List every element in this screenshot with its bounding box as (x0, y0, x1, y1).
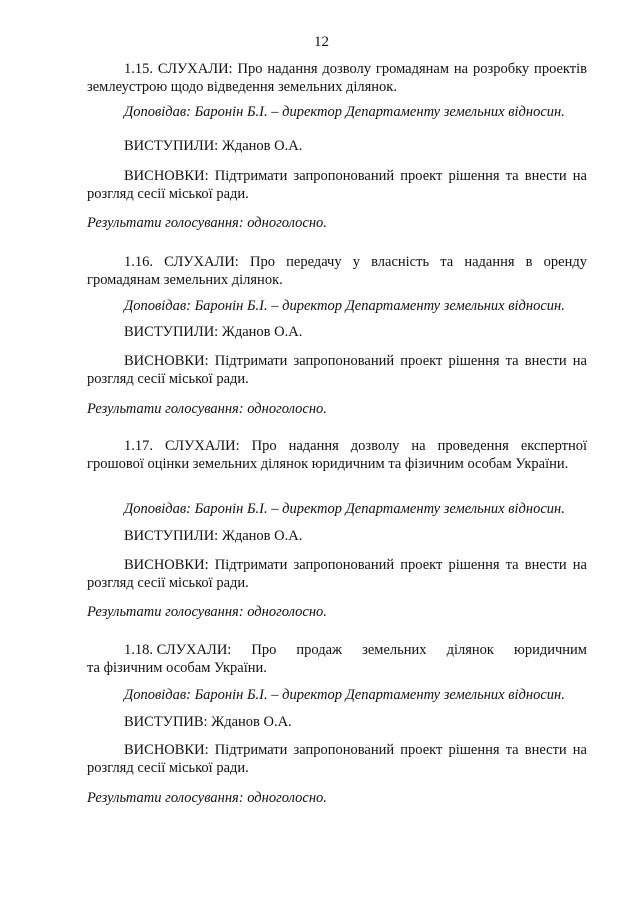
item-1-16-conclusion: ВИСНОВКИ: Підтримати запропонований проект рішення та внести на розгляд сесії міської ради. (87, 353, 587, 387)
item-1-15-speaker: Доповідав: Баронін Б.І. – директор Департаменту земельних відносин. (124, 104, 565, 120)
item-1-15-spoke: ВИСТУПИЛИ: Жданов О.А. (124, 138, 303, 154)
heard-text: Про надання дозволу на проведення експертної грошової оцінки земельних ділянок юридичним та фізичним особам України. (87, 438, 587, 472)
heard-word: продаж (296, 642, 343, 658)
heard-label: 1.15. СЛУХАЛИ: (124, 61, 233, 77)
item-1-15-result: Результати голосування: одноголосно. (87, 215, 327, 231)
heard-text: Про надання дозволу громадянам на розробку проектів землеустрою щодо відведення земельних ділянок. (87, 61, 587, 95)
item-1-18-result: Результати голосування: одноголосно. (87, 790, 327, 806)
heard-word: ділянок (446, 642, 494, 658)
heard-label: 1.17. СЛУХАЛИ: (124, 438, 240, 454)
item-1-17-speaker: Доповідав: Баронін Б.І. – директор Департаменту земельних відносин. (124, 501, 565, 517)
heard-word: юридичним (514, 642, 587, 658)
item-1-17-spoke: ВИСТУПИЛИ: Жданов О.А. (124, 528, 303, 544)
heard-line-2: та фізичним особам України. (87, 660, 267, 676)
item-1-18-speaker: Доповідав: Баронін Б.І. – директор Департаменту земельних відносин. (124, 687, 565, 703)
heard-word: Про (251, 642, 277, 658)
heard-text: Про передачу у власність та надання в оренду громадянам земельних ділянок. (87, 254, 587, 288)
item-1-17-conclusion: ВИСНОВКИ: Підтримати запропонований проект рішення та внести на розгляд сесії міської ради. (87, 557, 587, 591)
heard-word: земельних (362, 642, 427, 658)
item-1-16-result: Результати голосування: одноголосно. (87, 401, 327, 417)
item-1-18-conclusion: ВИСНОВКИ: Підтримати запропонований проект рішення та внести на розгляд сесії міської ради. (87, 742, 587, 776)
item-1-17-result: Результати голосування: одноголосно. (87, 604, 327, 620)
item-1-15-conclusion: ВИСНОВКИ: Підтримати запропонований проект рішення та внести на розгляд сесії міської ради. (87, 168, 587, 202)
item-1-16-heard (87, 253, 587, 289)
heard-label: 1.18. СЛУХАЛИ: (124, 642, 232, 658)
item-1-15-heard (87, 60, 587, 96)
item-1-18-heard (87, 641, 587, 677)
page-number: 12 (314, 34, 329, 50)
heard-line-1 (87, 641, 587, 659)
heard-label: 1.16. СЛУХАЛИ: (124, 254, 239, 270)
item-1-17-heard (87, 437, 587, 473)
item-1-16-speaker: Доповідав: Баронін Б.І. – директор Департаменту земельних відносин. (124, 298, 565, 314)
item-1-18-spoke: ВИСТУПИВ: Жданов О.А. (124, 714, 292, 730)
item-1-16-spoke: ВИСТУПИЛИ: Жданов О.А. (124, 324, 303, 340)
